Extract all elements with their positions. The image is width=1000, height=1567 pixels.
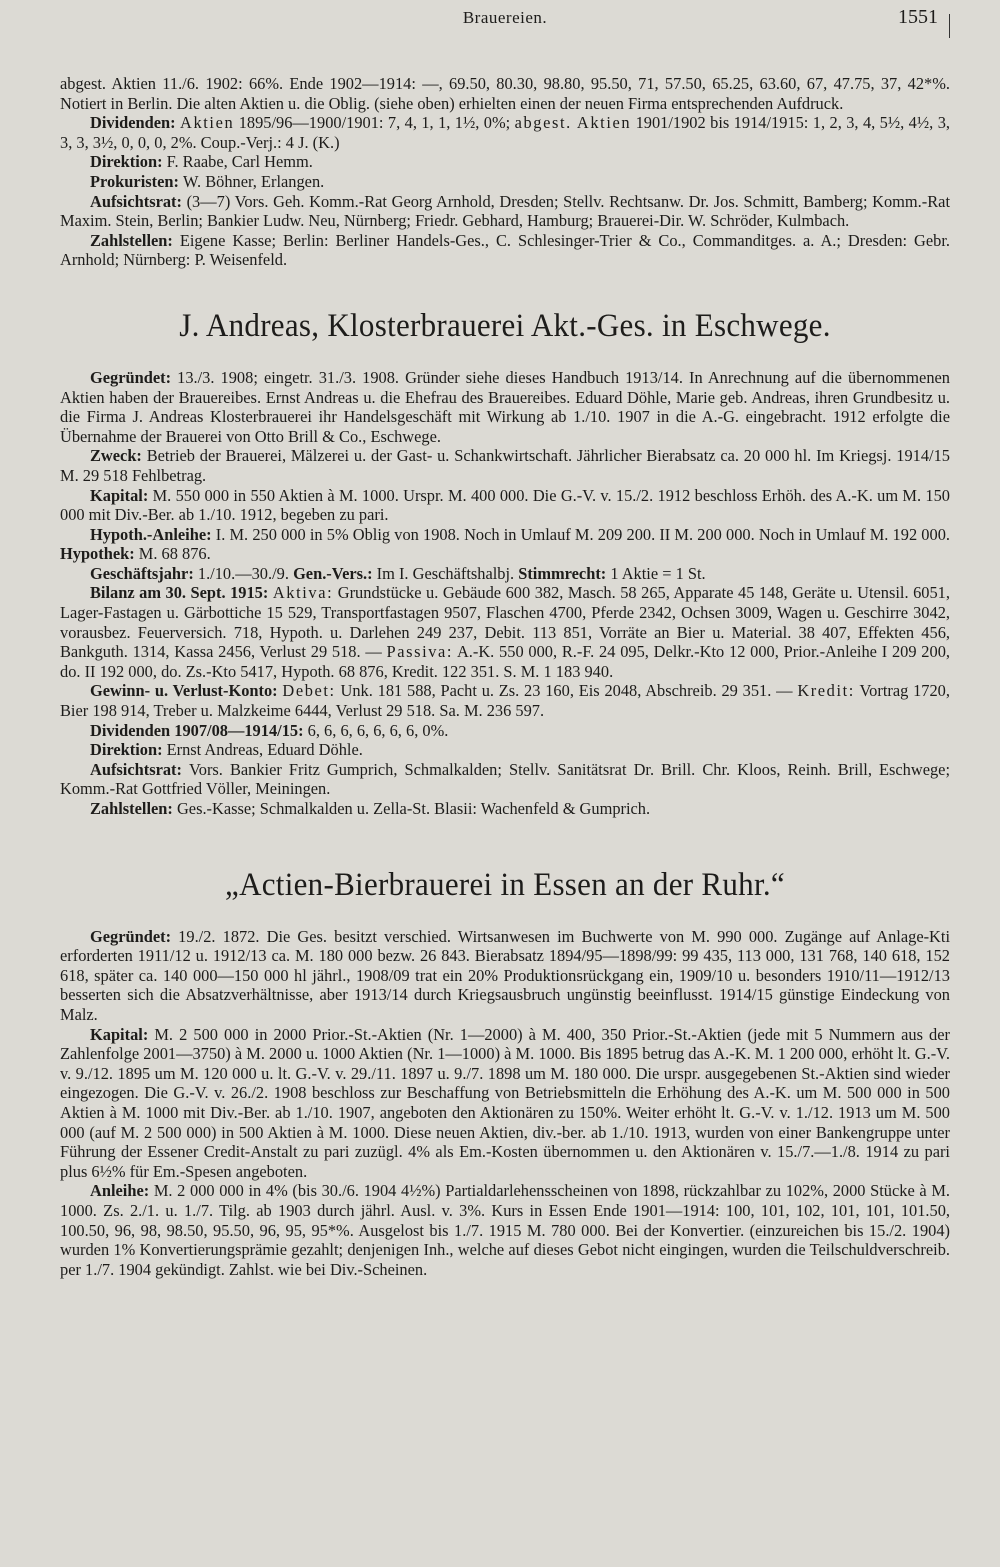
paragraph — [60, 486, 950, 525]
field-label: Kapital: — [90, 485, 153, 505]
field-text: Unk. 181 588, Pacht u. Zs. 23 160, Eis 2048, Abschreib. 29 351. — — [335, 681, 798, 701]
field-label: Gen.-Vers.: — [293, 563, 377, 583]
paragraph — [60, 231, 950, 270]
field-text: Vortrag 1720, Bier 198 914, Treber u. Malzkeime 6444, Verlust 29 518. Sa. M. 236 597. — [60, 681, 950, 721]
field-label: Gegründet: — [90, 926, 179, 946]
field-label: Dividenden 1907/08—1914/15: — [90, 720, 308, 740]
company-title: „Actien-Bierbrauerei in Essen an der Ruhr.“ — [225, 866, 785, 903]
company-entry-andreas — [60, 306, 950, 819]
spaced-label: abgest. Aktien — [514, 113, 632, 133]
field-label: Bilanz am 30. Sept. 1915: — [90, 583, 273, 603]
paragraph — [60, 564, 950, 584]
field-text: Betrieb der Brauerei, Mälzerei u. der Gast- u. Schankwirtschaft. Jährlicher Bierabsatz ca. 20 000 hl. Im Kriegsj. 1914/15 M. 29 518 Fehlbetrag. — [60, 446, 950, 485]
field-label: Direktion: — [90, 152, 167, 172]
spaced-label: Passiva: — [386, 642, 454, 662]
field-label: Anleihe: — [90, 1181, 154, 1201]
paragraph — [60, 721, 950, 741]
margin-mark — [949, 14, 950, 38]
paragraph — [60, 927, 950, 1025]
company-title: J. Andreas, Klosterbrauerei Akt.-Ges. in Eschwege. — [179, 307, 831, 344]
spaced-label: Aktien — [180, 113, 235, 133]
paragraph — [60, 525, 950, 564]
field-text: I. M. 250 000 in 5% Oblig von 1908. Noch in Umlauf M. 209 200. II M. 200 000. Noch in Umlauf M. 192 000. — [215, 524, 950, 544]
field-label: Hypothek: — [60, 544, 139, 564]
field-text: 13./3. 1908; eingetr. 31./3. 1908. Gründer siehe dieses Handbuch 1913/14. In Anrechnung auf die übernommenen Aktien haben der Brauereibes. Ernst Andreas u. die Ehefrau des Brauereibes. Eduard Döhle, Marie geb. Andreas, ihren Grundbesitz u. die Firma J. Andreas Klosterbrauerei ihr Handelsgeschäft mit Wirkung ab 1./10. 1907 in die A.-G. eingebracht. 1912 erfolgte die Übernahme der Brauerei von Otto Brill & Co., Eschwege. — [60, 367, 950, 446]
paragraph — [60, 446, 950, 485]
field-text: Ges.-Kasse; Schmalkalden u. Zella-St. Blasii: Wachenfeld & Gumprich. — [176, 799, 651, 818]
spaced-label: Debet: — [282, 681, 336, 701]
field-text: (3—7) Vors. Geh. Komm.-Rat Georg Arnhold, Dresden; Stellv. Rechtsanw. Dr. Jos. Schmitt, Bamberg; Komm.-Rat Maxim. Stein, Berlin; Bankier Ludw. Neu, Nürnberg; Friedr. Gebhard, Hamburg; Brauerei-Dir. W. Schröder, Kulmbach. — [60, 191, 950, 231]
field-label: Aufsichtsrat: — [90, 191, 187, 211]
paragraph — [60, 152, 950, 172]
field-text: 6, 6, 6, 6, 6, 6, 6, 0%. — [307, 720, 449, 740]
page-number: 1551 — [898, 6, 938, 28]
paragraph — [60, 740, 950, 760]
field-text: 1895/96—1900/1901: 7, 4, 1, 1, 1½, 0%; — [234, 113, 515, 133]
paragraph — [60, 113, 950, 152]
continuation-section — [60, 74, 950, 270]
running-header — [60, 0, 950, 50]
field-text: Ernst Andreas, Eduard Döhle. — [166, 740, 363, 760]
document-page — [60, 0, 950, 1279]
paragraph — [60, 760, 950, 799]
paragraph — [60, 681, 950, 720]
field-text: A.-K. 550 000, R.-F. 24 095, Delkr.-Kto 12 000, Prior.-Anleihe I 209 200, do. II 192 000, do. Zs.-Kto 5417, Hypoth. 68 876, Kredit. 122 351. S. M. 1 183 940. — [60, 642, 950, 681]
field-text: M. 2 500 000 in 2000 Prior.-St.-Aktien (Nr. 1—2000) à M. 400, 350 Prior.-St.-Aktien (jede mit 5 Nummern aus der Zahlenfolge 2001—3750) à M. 2000 u. 1000 Aktien (Nr. 1—1000) à M. 1000. Bis 1895 betrug das A.-K. M. 1 200 000, erhöht lt. G.-V. v. 9./12. 1895 um M. 120 000 u. lt. G.-V. v. 29./11. 1897 u. 9./7. 1898 um M. 180 000. Die urspr. ausgegebenen St.-Aktien sind wieder eingezogen. Die G.-V. v. 26./2. 1908 beschloss zur Beschaffung von Betriebsmitteln die Erhöhung des A.-K. um M. 500 000 in 500 Aktien à M. 1000 mit Div.-Ber. ab 1./10. 1907, angeboten den Aktionären zu 150%. Weiter erhöht lt. G.-V. v. 1./12. 1913 um M. 500 000 (auf M. 2 500 000) in 500 Aktien à M. 1000. Diese neuen Aktien, div.-ber. ab 1./10. 1913, wurden von einer Bankengruppe unter Führung der Essener Credit-Anstalt zu pari zuzügl. 4% als Em.-Kosten übernommen u. den Aktionären v. 15./7.—1./8. 1914 zu pari plus 6½% für Em.-Spesen angeboten. — [60, 1024, 950, 1181]
field-text: M. 68 876. — [138, 544, 211, 564]
field-text: abgest. Aktien 11./6. 1902: 66%. Ende 1902—1914: —, 69.50, 80.30, 98.80, 95.50, 71, 57.50, 65.25, 63.60, 67, 47.75, 37, 42*%. Notiert in Berlin. Die alten Aktien u. die Oblig. (siehe oben) erhielten einen der neuen Firma entsprechenden Aufdruck. — [60, 74, 950, 113]
field-text: Grundstücke u. Gebäude 600 382, Masch. 58 265, Apparate 45 148, Geräte u. Utensil. 6051, Lager-Fastagen u. Gärbottiche 15 529, Transportfastagen 9507, Flaschen 4700, Pferde 2342, Ochsen 3009, Wagen u. Geschirre 3042, vorausbez. Feuerversich. 718, Hypoth. u. Darlehen 249 237, Debit. 113 851, Vorräte an Bier u. Material. 38 407, Effekten 456, Bankguth. 1314, Kassa 2456, Verlust 29 518. — — [60, 583, 950, 662]
paragraph — [60, 172, 950, 192]
field-text: 1901/1902 bis 1914/1915: 1, 2, 3, 4, 5½, 4½, 3, 3, 3, 3½, 0, 0, 0, 2%. Coup.-Verj.: 4 J. (K.) — [60, 113, 950, 152]
field-text: Eigene Kasse; Berlin: Berliner Handels-Ges., C. Schlesinger-Trier & Co., Commanditges. a. A.; Dresden: Gebr. Arnhold; Nürnberg: P. Weisenfeld. — [60, 230, 950, 270]
field-label: Prokuristen: — [90, 171, 184, 191]
field-label: Dividenden: — [90, 113, 181, 133]
paragraph — [60, 1025, 950, 1182]
paragraph — [60, 583, 950, 681]
field-label: Gewinn- u. Verlust-Konto: — [90, 681, 283, 701]
field-text: Vors. Bankier Fritz Gumprich, Schmalkalden; Stellv. Sanitätsrat Dr. Brill. Chr. Kloos, Reinh. Brill, Eschwege; Komm.-Rat Gottfried Völler, Meiningen. — [60, 759, 951, 799]
field-text: M. 2 000 000 in 4% (bis 30./6. 1904 4½%) Partialdarlehensscheinen von 1898, rückzahlbar zu 102%, 2000 Stücke à M. 1000. Zs. 2./1. u. 1./7. Tilg. ab 1903 durch jährl. Ausl. v. 3%. Kurs in Essen Ende 1901—1914: 100, 101, 102, 101, 101, 101.50, 100.50, 96, 98, 98.50, 95.50, 96, 95, 95*%. Ausgelost bis 1./7. 1915 M. 780 000. Bei der Konvertier. (einzureichen bis 15./2. 1904) wurden 1% Konvertierungsprämie gezahlt; denjenigen Inh., welche auf dieses Gebot nicht eingingen, wurden die Teilschuldverschreib. per 1./7. 1904 gekündigt. Zahlst. wie bei Div.-Scheinen. — [60, 1181, 950, 1279]
field-label: Aufsichtsrat: — [90, 759, 190, 779]
paragraph — [60, 799, 950, 819]
field-label: Hypoth.-Anleihe: — [90, 524, 216, 544]
company-entry-essen — [60, 865, 950, 1280]
field-text: F. Raabe, Carl Hemm. — [166, 152, 313, 172]
field-label: Gegründet: — [90, 367, 178, 387]
spaced-label: Aktiva: — [272, 583, 334, 603]
spaced-label: Kredit: — [797, 681, 855, 701]
paragraph — [60, 368, 950, 446]
running-title: Brauereien. — [462, 8, 548, 27]
paragraph — [60, 74, 950, 113]
field-text: 19./2. 1872. Die Ges. besitzt verschied. Wirtsanwesen im Buchwerte von M. 990 000. Zugänge auf Anlage-Kti erforderten 1911/12 u. 1912/13 ca. M. 180 000 bezw. 26 843. Bierabsatz 1894/95—1898/99: 99 435, 113 000, 131 768, 140 618, 152 618, später ca. 140 000—150 000 hl jährl., 1908/09 trat ein 20% Produktionsrückgang ein, 1909/10 u. besonders 1910/11—1912/13 besserten sich die Absatzverhältnisse, aber 1913/14 durch Kriegsausbruch ungünstig beeinflusst. 1914/15 günstige Eindeckung von Malz. — [60, 926, 951, 1024]
field-text: W. Böhner, Erlangen. — [183, 171, 325, 191]
field-label: Geschäftsjahr: — [90, 563, 198, 583]
field-label: Zahlstellen: — [90, 799, 177, 818]
field-label: Stimmrecht: — [518, 563, 611, 583]
field-label: Zweck: — [90, 446, 147, 466]
field-text: M. 550 000 in 550 Aktien à M. 1000. Urspr. M. 400 000. Die G.-V. v. 15./2. 1912 beschloss Erhöh. des A.-K. um M. 150 000 mit Div.-Ber. ab 1./10. 1912, begeben zu pari. — [60, 485, 950, 525]
field-text: 1 Aktie = 1 St. — [610, 563, 706, 583]
field-label: Kapital: — [90, 1024, 155, 1044]
paragraph — [60, 1181, 950, 1279]
field-text: 1./10.—30./9. — [197, 563, 294, 583]
field-text: Im I. Geschäftshalbj. — [376, 563, 519, 583]
field-label: Direktion: — [90, 740, 167, 760]
paragraph — [60, 192, 950, 231]
field-label: Zahlstellen: — [90, 230, 180, 250]
